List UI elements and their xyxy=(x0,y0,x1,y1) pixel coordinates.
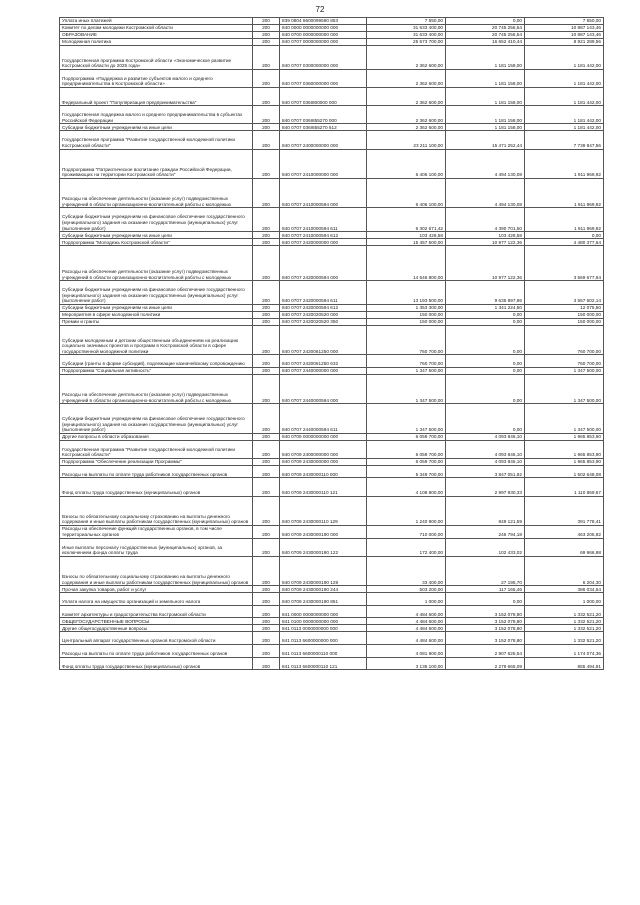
row-name-cell: Расходы на выплаты по оплате труда работников государственных органов xyxy=(60,645,253,658)
row-line-code-cell: 200 xyxy=(253,605,280,618)
row-approved-cell: 5 349 700,00 xyxy=(367,465,446,478)
row-line-code-cell: 200 xyxy=(253,556,280,585)
row-name-cell: Федеральный проект "Популяризация предпринимательства" xyxy=(60,87,253,105)
table-row xyxy=(60,18,604,25)
row-budget-code-cell: 840 0709 2430000110 000 xyxy=(280,465,367,478)
row-approved-cell: 150 000,00 xyxy=(367,311,446,318)
table-row xyxy=(60,131,604,149)
row-executed-cell: 3 847 051,92 xyxy=(446,465,525,478)
row-line-code-cell: 200 xyxy=(253,374,280,403)
row-budget-code-cell: 840 0707 036I855270 000 xyxy=(280,106,367,124)
row-name-cell: Расходы на обеспечение деятельности (оказание услуг) подведомственных учреждений в области организационно-воспитательной работы с молодежью xyxy=(60,374,253,403)
row-line-code-cell: 200 xyxy=(253,32,280,39)
row-approved-cell: 6 059 700,00 xyxy=(367,440,446,458)
row-executed-cell: 4 390 701,50 xyxy=(446,208,525,232)
row-budget-code-cell: 840 0707 036I855270 612 xyxy=(280,124,367,131)
row-approved-cell: 2 362 600,00 xyxy=(367,124,446,131)
row-name-cell: Подпрограмма "Обеспечение реализации Программы" xyxy=(60,458,253,465)
row-executed-cell: 2 997 930,33 xyxy=(446,478,525,496)
row-remainder-cell: 1 332 521,20 xyxy=(525,618,604,625)
row-remainder-cell: 1 911 969,92 xyxy=(525,178,604,207)
row-remainder-cell: 10 887 143,46 xyxy=(525,32,604,39)
row-approved-cell: 23 211 100,00 xyxy=(367,131,446,149)
row-budget-code-cell: 840 0707 2440000000 000 xyxy=(280,367,367,374)
row-name-cell: Государственная поддержка малого и среднего предпринимательства в субъектах Российской Федерации xyxy=(60,106,253,124)
row-name-cell: Уплата налога на имущество организаций и земельного налога xyxy=(60,593,253,606)
row-name-cell: Фонд оплаты труда государственных (муниципальных) органов xyxy=(60,657,253,670)
row-approved-cell: 14 546 800,00 xyxy=(367,246,446,281)
row-executed-cell: 849 121,59 xyxy=(446,496,525,525)
table-row xyxy=(60,538,604,556)
row-line-code-cell: 200 xyxy=(253,208,280,232)
row-remainder-cell: 1 965 853,90 xyxy=(525,433,604,440)
table-row xyxy=(60,526,604,539)
row-executed-cell: 102 433,02 xyxy=(446,538,525,556)
row-line-code-cell: 200 xyxy=(253,625,280,632)
row-budget-code-cell: 840 0707 0360000000 000 xyxy=(280,69,367,87)
table-row xyxy=(60,367,604,374)
row-approved-cell: 2 362 600,00 xyxy=(367,46,446,70)
row-approved-cell: 33 400,00 xyxy=(367,556,446,585)
row-name-cell: ОБЩЕГОСУДАРСТВЕННЫЕ ВОПРОСЫ xyxy=(60,618,253,625)
row-line-code-cell: 200 xyxy=(253,239,280,246)
row-name-cell: Иные выплаты персоналу государственных (муниципальных) органов, за исключением фонда оплаты труда xyxy=(60,538,253,556)
row-line-code-cell: 200 xyxy=(253,657,280,670)
table-row xyxy=(60,208,604,232)
table-row xyxy=(60,657,604,670)
row-name-cell: Молодежная политика xyxy=(60,39,253,46)
row-line-code-cell: 200 xyxy=(253,632,280,645)
table-row xyxy=(60,25,604,32)
row-executed-cell: 117 165,46 xyxy=(446,586,525,593)
row-line-code-cell: 200 xyxy=(253,538,280,556)
row-remainder-cell: 0,00 xyxy=(525,232,604,239)
row-remainder-cell: 1 181 442,00 xyxy=(525,46,604,70)
row-remainder-cell: 7 550,00 xyxy=(525,18,604,25)
row-remainder-cell: 8 921 289,56 xyxy=(525,39,604,46)
row-executed-cell: 2 907 625,54 xyxy=(446,645,525,658)
row-approved-cell: 4 484 600,00 xyxy=(367,618,446,625)
row-executed-cell: 1 181 158,00 xyxy=(446,124,525,131)
row-name-cell: Субсидии бюджетным учреждениям на иные цели xyxy=(60,304,253,311)
row-budget-code-cell: 841 0113 6600000110 000 xyxy=(280,645,367,658)
row-line-code-cell: 200 xyxy=(253,149,280,178)
row-line-code-cell: 200 xyxy=(253,87,280,105)
table-row xyxy=(60,69,604,87)
row-approved-cell: 6 406 100,00 xyxy=(367,149,446,178)
row-executed-cell: 3 152 078,80 xyxy=(446,618,525,625)
row-approved-cell: 31 633 400,00 xyxy=(367,32,446,39)
row-remainder-cell: 1 110 869,67 xyxy=(525,478,604,496)
row-approved-cell: 1 347 500,00 xyxy=(367,404,446,433)
row-remainder-cell: 150 000,00 xyxy=(525,311,604,318)
row-budget-code-cell: 840 0707 2420000594 000 xyxy=(280,246,367,281)
row-approved-cell: 6 406 100,00 xyxy=(367,178,446,207)
table-row xyxy=(60,465,604,478)
row-remainder-cell: 391 778,41 xyxy=(525,496,604,525)
row-budget-code-cell: 840 0707 036I800000 000 xyxy=(280,87,367,105)
row-executed-cell: 0,00 xyxy=(446,318,525,325)
row-name-cell: Субсидии бюджетным учреждениям на финансовое обеспечение государственного (муниципального) задания на оказание государственных (муниципальных) услуг (выполнение работ) xyxy=(60,281,253,305)
row-remainder-cell: 1 347 500,00 xyxy=(525,404,604,433)
row-budget-code-cell: 840 0709 2430000190 122 xyxy=(280,538,367,556)
row-budget-code-cell: 840 0707 2410000000 000 xyxy=(280,149,367,178)
row-budget-code-cell: 840 0707 2420000594 611 xyxy=(280,281,367,305)
row-budget-code-cell: 840 0700 0000000000 000 xyxy=(280,32,367,39)
row-remainder-cell: 1 181 442,00 xyxy=(525,106,604,124)
table-row xyxy=(60,124,604,131)
row-name-cell: Комитет по делам молодежи Костромской области xyxy=(60,25,253,32)
row-approved-cell: 3 135 100,00 xyxy=(367,657,446,670)
row-budget-code-cell: 840 0707 2440000594 000 xyxy=(280,374,367,403)
row-budget-code-cell: 841 0113 0000000000 000 xyxy=(280,625,367,632)
table-row xyxy=(60,178,604,207)
table-row xyxy=(60,404,604,433)
row-approved-cell: 1 240 900,00 xyxy=(367,496,446,525)
row-line-code-cell: 200 xyxy=(253,131,280,149)
row-budget-code-cell: 840 0707 2410000594 612 xyxy=(280,232,367,239)
row-budget-code-cell: 840 0709 2430000110 129 xyxy=(280,496,367,525)
row-budget-code-cell: 839 0804 6600099590 853 xyxy=(280,18,367,25)
row-name-cell: Субсидии бюджетным учреждениям на финансовое обеспечение государственного (муниципального) задания на оказание государственных (муниципальных) услуг (выполнение работ) xyxy=(60,208,253,232)
row-executed-cell: 16 652 410,44 xyxy=(446,39,525,46)
row-remainder-cell: 150 000,00 xyxy=(525,318,604,325)
row-budget-code-cell: 840 0707 2420061250 632 xyxy=(280,355,367,368)
row-line-code-cell: 200 xyxy=(253,593,280,606)
table-row xyxy=(60,39,604,46)
row-executed-cell: 1 181 158,00 xyxy=(446,46,525,70)
row-approved-cell: 503 200,00 xyxy=(367,586,446,593)
table-row xyxy=(60,645,604,658)
row-line-code-cell: 200 xyxy=(253,433,280,440)
row-budget-code-cell: 840 0709 2430000190 129 xyxy=(280,556,367,585)
row-budget-code-cell: 840 0707 2410000594 611 xyxy=(280,208,367,232)
row-name-cell: Расходы на обеспечение деятельности (оказание услуг) подведомственных учреждений в области организационно-воспитательной работы с молодежью xyxy=(60,246,253,281)
row-remainder-cell: 760 700,00 xyxy=(525,325,604,354)
row-executed-cell: 10 977 122,36 xyxy=(446,246,525,281)
row-name-cell: Другие общегосударственные вопросы xyxy=(60,625,253,632)
row-executed-cell: 20 745 256,54 xyxy=(446,25,525,32)
row-budget-code-cell: 840 0707 2420061250 000 xyxy=(280,325,367,354)
row-name-cell: Государственная программа "Развитие государственной молодежной политики Костромской области" xyxy=(60,131,253,149)
row-approved-cell: 4 108 800,00 xyxy=(367,478,446,496)
row-approved-cell: 4 484 600,00 xyxy=(367,632,446,645)
table-row xyxy=(60,304,604,311)
table-row xyxy=(60,106,604,124)
row-remainder-cell: 3 569 677,64 xyxy=(525,246,604,281)
row-approved-cell: 4 484 600,00 xyxy=(367,605,446,618)
table-row xyxy=(60,433,604,440)
row-line-code-cell: 200 xyxy=(253,18,280,25)
row-approved-cell: 710 000,00 xyxy=(367,526,446,539)
row-budget-code-cell: 840 0707 0300000000 000 xyxy=(280,46,367,70)
table-row xyxy=(60,586,604,593)
row-remainder-cell: 1 332 521,20 xyxy=(525,625,604,632)
row-executed-cell: 0,00 xyxy=(446,367,525,374)
row-approved-cell: 4 484 600,00 xyxy=(367,625,446,632)
row-budget-code-cell: 840 0707 2440000594 611 xyxy=(280,404,367,433)
row-approved-cell: 172 400,00 xyxy=(367,538,446,556)
table-row xyxy=(60,625,604,632)
row-executed-cell: 3 152 078,80 xyxy=(446,625,525,632)
table-row xyxy=(60,149,604,178)
table-row xyxy=(60,355,604,368)
row-budget-code-cell: 840 0000 0000000000 000 xyxy=(280,25,367,32)
row-executed-cell: 15 471 252,44 xyxy=(446,131,525,149)
row-executed-cell: 20 745 256,54 xyxy=(446,32,525,39)
row-name-cell: Подпрограмма "Молодежь Костромской области" xyxy=(60,239,253,246)
row-approved-cell: 25 573 700,00 xyxy=(367,39,446,46)
row-executed-cell: 3 152 078,80 xyxy=(446,605,525,618)
row-name-cell: Центральный аппарат государственных органов Костромской области xyxy=(60,632,253,645)
table-row xyxy=(60,87,604,105)
row-executed-cell: 0,00 xyxy=(446,18,525,25)
row-executed-cell: 4 093 846,10 xyxy=(446,458,525,465)
table-row xyxy=(60,605,604,618)
row-remainder-cell: 1 965 853,90 xyxy=(525,440,604,458)
row-line-code-cell: 200 xyxy=(253,618,280,625)
row-line-code-cell: 200 xyxy=(253,645,280,658)
row-line-code-cell: 200 xyxy=(253,478,280,496)
row-remainder-cell: 4 480 377,64 xyxy=(525,239,604,246)
row-remainder-cell: 3 557 602,14 xyxy=(525,281,604,305)
row-remainder-cell: 7 739 847,56 xyxy=(525,131,604,149)
row-budget-code-cell: 840 0707 2420020520 000 xyxy=(280,311,367,318)
row-remainder-cell: 463 205,82 xyxy=(525,526,604,539)
row-line-code-cell: 200 xyxy=(253,232,280,239)
row-budget-code-cell: 840 0707 2400000000 000 xyxy=(280,131,367,149)
row-executed-cell: 3 152 078,80 xyxy=(446,632,525,645)
row-approved-cell: 6 302 671,42 xyxy=(367,208,446,232)
table-row xyxy=(60,458,604,465)
row-budget-code-cell: 841 0113 6600000110 121 xyxy=(280,657,367,670)
row-remainder-cell: 1 911 969,92 xyxy=(525,208,604,232)
row-executed-cell: 4 093 846,10 xyxy=(446,433,525,440)
row-executed-cell: 0,00 xyxy=(446,404,525,433)
table-row xyxy=(60,46,604,70)
table-row xyxy=(60,32,604,39)
row-line-code-cell: 200 xyxy=(253,39,280,46)
row-approved-cell: 2 362 600,00 xyxy=(367,87,446,105)
row-line-code-cell: 200 xyxy=(253,465,280,478)
table-row xyxy=(60,311,604,318)
row-line-code-cell: 200 xyxy=(253,440,280,458)
row-budget-code-cell: 840 0709 2430000190 000 xyxy=(280,526,367,539)
row-approved-cell: 13 193 500,00 xyxy=(367,281,446,305)
row-line-code-cell: 200 xyxy=(253,178,280,207)
row-name-cell: Премии и гранты xyxy=(60,318,253,325)
row-name-cell: ОБРАЗОВАНИЕ xyxy=(60,32,253,39)
row-executed-cell: 2 279 665,09 xyxy=(446,657,525,670)
row-executed-cell: 0,00 xyxy=(446,374,525,403)
row-name-cell: Прочая закупка товаров, работ и услуг xyxy=(60,586,253,593)
row-name-cell: Мероприятия в сфере молодежной политики xyxy=(60,311,253,318)
row-line-code-cell: 200 xyxy=(253,281,280,305)
row-remainder-cell: 12 075,50 xyxy=(525,304,604,311)
row-line-code-cell: 200 xyxy=(253,367,280,374)
row-name-cell: Субсидии (гранты в форме субсидий), подлежащие казначейскому сопровождению xyxy=(60,355,253,368)
row-approved-cell: 2 362 600,00 xyxy=(367,69,446,87)
row-line-code-cell: 200 xyxy=(253,304,280,311)
row-name-cell: Подпрограмма «Поддержка и развитие субъектов малого и среднего предпринимательства в Костромской области» xyxy=(60,69,253,87)
row-approved-cell: 15 457 500,00 xyxy=(367,239,446,246)
row-approved-cell: 2 362 600,00 xyxy=(367,106,446,124)
row-remainder-cell: 1 174 074,36 xyxy=(525,645,604,658)
row-name-cell: Субсидии бюджетным учреждениям на финансовое обеспечение государственного (муниципального) задания на оказание государственных (муниципальных) услуг (выполнение работ) xyxy=(60,404,253,433)
row-line-code-cell: 200 xyxy=(253,246,280,281)
row-name-cell: Субсидии бюджетным учреждениям на иные цели xyxy=(60,124,253,131)
row-name-cell: Подпрограмма "Патриотическое воспитание граждан Российской Федерации, проживающих на территории Костромской области" xyxy=(60,149,253,178)
table-row xyxy=(60,556,604,585)
row-executed-cell: 10 977 122,36 xyxy=(446,239,525,246)
table-row xyxy=(60,440,604,458)
row-remainder-cell: 69 966,98 xyxy=(525,538,604,556)
row-budget-code-cell: 840 0709 2430000190 851 xyxy=(280,593,367,606)
row-budget-code-cell: 840 0707 2420020520 350 xyxy=(280,318,367,325)
row-line-code-cell: 200 xyxy=(253,318,280,325)
row-budget-code-cell: 840 0709 2430000110 121 xyxy=(280,478,367,496)
page-number: 72 xyxy=(315,5,325,14)
table-row xyxy=(60,632,604,645)
row-executed-cell: 246 794,18 xyxy=(446,526,525,539)
table-row xyxy=(60,496,604,525)
row-executed-cell: 0,00 xyxy=(446,311,525,318)
row-remainder-cell: 10 887 143,46 xyxy=(525,25,604,32)
row-approved-cell: 760 700,00 xyxy=(367,325,446,354)
row-remainder-cell: 1 347 500,00 xyxy=(525,374,604,403)
row-approved-cell: 4 081 900,00 xyxy=(367,645,446,658)
row-executed-cell: 0,00 xyxy=(446,355,525,368)
table-row xyxy=(60,281,604,305)
row-name-cell: Расходы на выплаты по оплате труда работников государственных органов xyxy=(60,465,253,478)
row-remainder-cell: 1 965 853,90 xyxy=(525,458,604,465)
row-remainder-cell: 760 700,00 xyxy=(525,355,604,368)
row-approved-cell: 1 000,00 xyxy=(367,593,446,606)
row-remainder-cell: 1 181 442,00 xyxy=(525,124,604,131)
row-budget-code-cell: 840 0707 0000000000 000 xyxy=(280,39,367,46)
row-name-cell: Расходы на обеспечение функций государственных органов, в том числе территориальных органов xyxy=(60,526,253,539)
row-remainder-cell: 1 911 969,92 xyxy=(525,149,604,178)
row-remainder-cell: 1 332 521,20 xyxy=(525,605,604,618)
row-remainder-cell: 386 034,54 xyxy=(525,586,604,593)
table-row xyxy=(60,239,604,246)
row-budget-code-cell: 841 0100 0000000000 000 xyxy=(280,618,367,625)
row-remainder-cell: 1 332 521,20 xyxy=(525,632,604,645)
row-approved-cell: 760 700,00 xyxy=(367,355,446,368)
row-remainder-cell: 1 181 442,00 xyxy=(525,87,604,105)
row-name-cell: Взносы по обязательному социальному страхованию на выплаты денежного содержания и иные выплаты работникам государственных (муниципальных) органов xyxy=(60,496,253,525)
row-approved-cell: 103 428,58 xyxy=(367,232,446,239)
row-remainder-cell: 1 181 442,00 xyxy=(525,69,604,87)
row-approved-cell: 6 059 700,00 xyxy=(367,458,446,465)
row-budget-code-cell: 840 0707 2420000000 000 xyxy=(280,239,367,246)
row-name-cell: Уплата иных платежей xyxy=(60,18,253,25)
row-executed-cell: 4 494 130,08 xyxy=(446,149,525,178)
row-name-cell: Подпрограмма "Социальная активность" xyxy=(60,367,253,374)
row-line-code-cell: 200 xyxy=(253,25,280,32)
table-row xyxy=(60,232,604,239)
row-line-code-cell: 200 xyxy=(253,496,280,525)
row-approved-cell: 7 550,00 xyxy=(367,18,446,25)
budget-execution-table xyxy=(59,17,604,670)
row-remainder-cell: 6 204,30 xyxy=(525,556,604,585)
row-line-code-cell: 200 xyxy=(253,526,280,539)
row-line-code-cell: 200 xyxy=(253,325,280,354)
row-remainder-cell: 1 000,00 xyxy=(525,593,604,606)
row-budget-code-cell: 840 0707 2410000594 000 xyxy=(280,178,367,207)
row-approved-cell: 1 353 300,00 xyxy=(367,304,446,311)
row-name-cell: Фонд оплаты труда государственных (муниципальных) органов xyxy=(60,478,253,496)
row-remainder-cell: 855 494,91 xyxy=(525,657,604,670)
row-name-cell: Другие вопросы в области образования xyxy=(60,433,253,440)
row-line-code-cell: 200 xyxy=(253,404,280,433)
row-executed-cell: 1 181 158,00 xyxy=(446,69,525,87)
row-name-cell: Субсидии бюджетным учреждениям на иные цели xyxy=(60,232,253,239)
row-executed-cell: 9 635 897,86 xyxy=(446,281,525,305)
row-budget-code-cell: 840 0709 0000000000 000 xyxy=(280,433,367,440)
row-executed-cell: 0,00 xyxy=(446,593,525,606)
row-name-cell: Государственная программа Костромской области «Экономическое развитие Костромской области до 2025 года» xyxy=(60,46,253,70)
row-budget-code-cell: 841 0000 0000000000 000 xyxy=(280,605,367,618)
table-row xyxy=(60,478,604,496)
table-row xyxy=(60,593,604,606)
row-name-cell: Субсидии молодежным и детским общественным объединениям на реализацию социально значимых проектов и программ в Костромской области в сфере государственной молодежной политики xyxy=(60,325,253,354)
table-row xyxy=(60,246,604,281)
row-budget-code-cell: 840 0709 2430000190 244 xyxy=(280,586,367,593)
row-line-code-cell: 200 xyxy=(253,46,280,70)
row-approved-cell: 150 000,00 xyxy=(367,318,446,325)
row-line-code-cell: 200 xyxy=(253,311,280,318)
row-line-code-cell: 200 xyxy=(253,586,280,593)
row-line-code-cell: 200 xyxy=(253,106,280,124)
table-row xyxy=(60,325,604,354)
table-row xyxy=(60,618,604,625)
row-executed-cell: 27 195,70 xyxy=(446,556,525,585)
table-row xyxy=(60,318,604,325)
row-executed-cell: 1 181 158,00 xyxy=(446,106,525,124)
row-name-cell: Расходы на обеспечение деятельности (оказание услуг) подведомственных учреждений в области организационно-воспитательной работы с молодежью xyxy=(60,178,253,207)
row-line-code-cell: 200 xyxy=(253,458,280,465)
table-row xyxy=(60,374,604,403)
row-budget-code-cell: 841 0113 6600000000 000 xyxy=(280,632,367,645)
row-remainder-cell: 1 502 648,08 xyxy=(525,465,604,478)
row-approved-cell: 31 633 400,00 xyxy=(367,25,446,32)
row-executed-cell: 103 428,58 xyxy=(446,232,525,239)
row-remainder-cell: 1 347 500,00 xyxy=(525,367,604,374)
row-name-cell: Комитет архитектуры и градостроительства Костромской области xyxy=(60,605,253,618)
row-budget-code-cell: 840 0709 2400000000 000 xyxy=(280,440,367,458)
row-executed-cell: 1 341 224,50 xyxy=(446,304,525,311)
row-name-cell: Взносы по обязательному социальному страхованию на выплаты денежного содержания и иные выплаты работникам государственных (муниципальных) органов xyxy=(60,556,253,585)
row-approved-cell: 1 347 500,00 xyxy=(367,367,446,374)
row-executed-cell: 4 494 130,08 xyxy=(446,178,525,207)
row-line-code-cell: 200 xyxy=(253,355,280,368)
row-executed-cell: 1 181 158,00 xyxy=(446,87,525,105)
row-line-code-cell: 200 xyxy=(253,124,280,131)
row-executed-cell: 4 093 846,10 xyxy=(446,440,525,458)
row-executed-cell: 0,00 xyxy=(446,325,525,354)
row-approved-cell: 6 059 700,00 xyxy=(367,433,446,440)
row-name-cell: Государственная программа "Развитие государственной молодежной политики Костромской области" xyxy=(60,440,253,458)
row-approved-cell: 1 347 500,00 xyxy=(367,374,446,403)
row-budget-code-cell: 840 0707 2420000594 612 xyxy=(280,304,367,311)
row-budget-code-cell: 840 0709 2430000000 000 xyxy=(280,458,367,465)
row-line-code-cell: 200 xyxy=(253,69,280,87)
